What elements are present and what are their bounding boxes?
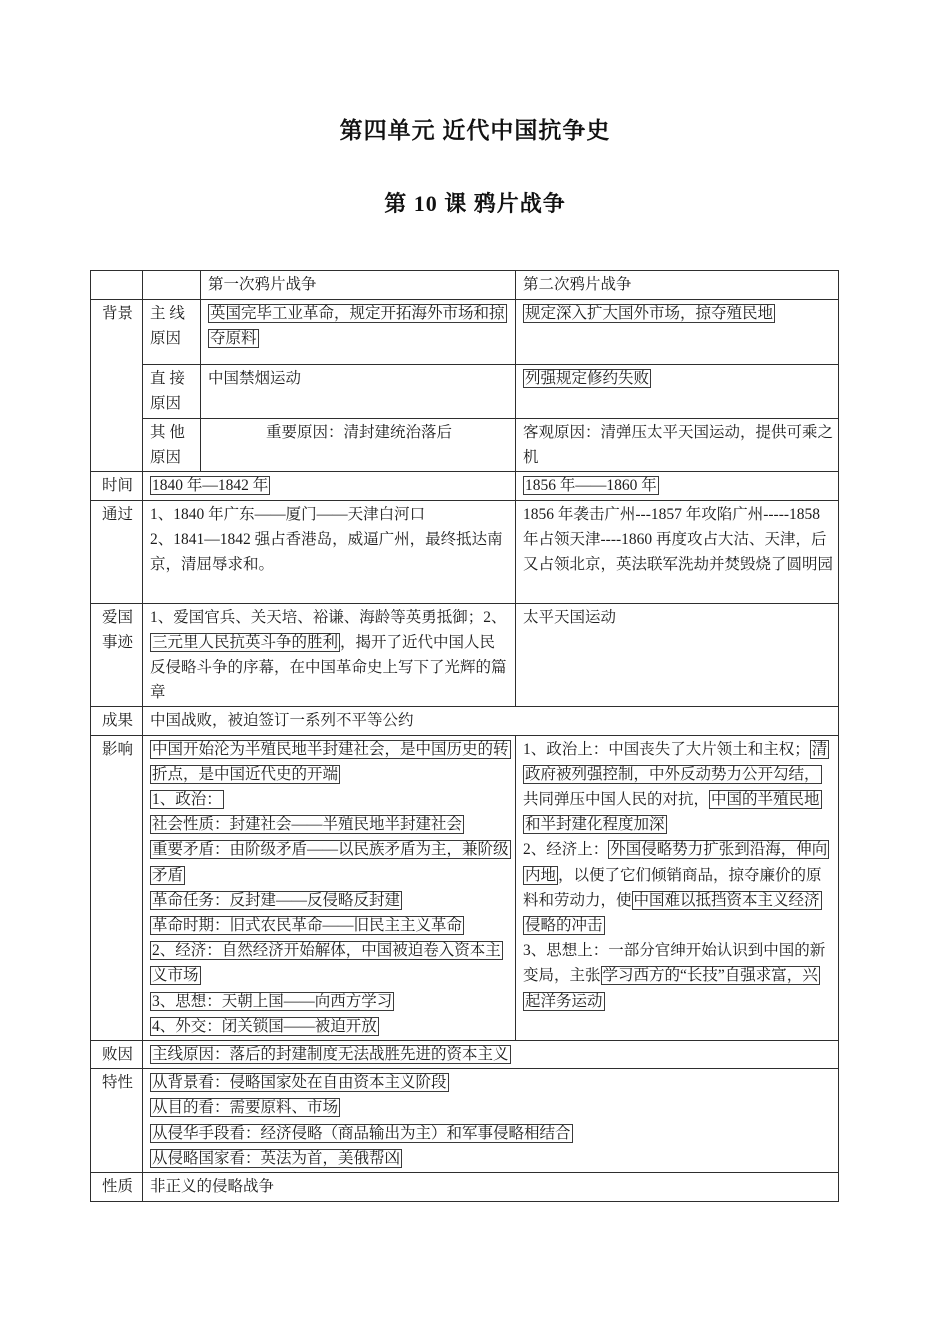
header-first-war: 第一次鸦片战争 — [201, 271, 516, 300]
row-nature — [91, 1173, 839, 1202]
row-process — [91, 500, 839, 603]
cell-main-cause-second-war — [516, 300, 839, 365]
text-segment: 其 他 — [150, 424, 185, 441]
boxed-text-segment: 从侵略国家看：英法为首，美俄帮凶 — [152, 1149, 401, 1167]
boxed-text-segment: 4、外交：闭关锁国——被迫开放 — [152, 1017, 377, 1035]
text-segment: 1、政治上：中国丧失了大片领土和主权； — [523, 740, 810, 758]
boxed-text-segment: 2、经济：自然经济开始解体，中国被迫卷入资本主义市场 — [152, 942, 501, 985]
text-segment: 1、爱国官兵、关天培、裕谦、海龄等英勇抵御；2、 — [150, 608, 507, 626]
row-defeat-reason — [91, 1041, 839, 1069]
boxed-text-segment: 3、思想：天朝上国——向西方学习 — [152, 992, 393, 1010]
row-background-main-cause — [91, 300, 839, 365]
row-impact — [91, 735, 839, 1040]
cell-nature — [143, 1173, 839, 1202]
text-segment: 非正义的侵略战争 — [150, 1178, 275, 1196]
cell-other-cause-second-war — [516, 419, 839, 472]
boxed-text-segment: 中国难以抵挡资本主义经济侵略的冲击 — [525, 891, 820, 935]
row-patriotic-deeds — [91, 603, 839, 707]
boxed-text-segment: 列强规定修约失败 — [525, 370, 650, 387]
text-segment: 3、思想上：一部分官绅开始认识到中国的新变局，主张 — [523, 942, 826, 985]
boxed-text-segment: 外国侵略势力扩张到沿海，伸向内地 — [525, 841, 828, 884]
sublabel-direct-cause — [143, 365, 201, 419]
cell-traits — [143, 1069, 839, 1173]
boxed-text-segment: 社会性质：封建社会——半殖民地半封建社会 — [152, 816, 463, 834]
boxed-text-segment: 革命任务：反封建——反侵略反封建 — [152, 891, 401, 909]
boxed-text-segment: 中国的半殖民地和半封建化程度加深 — [525, 791, 820, 834]
cell-result — [143, 707, 839, 735]
row-label-background: 背景 — [91, 300, 143, 472]
row-background-direct-cause — [91, 365, 839, 419]
boxed-text-segment: 1、政治： — [152, 791, 222, 809]
header-empty-subcell — [143, 271, 201, 300]
cell-defeat-reason — [143, 1041, 839, 1069]
table-header-row — [91, 271, 839, 300]
text-segment: 主 线 — [150, 305, 185, 322]
cell-process-first-war — [143, 500, 516, 603]
boxed-text-segment: 学习西方的“长技”自强求富，兴起洋务运动 — [525, 967, 818, 1010]
cell-impact-second-war — [516, 735, 839, 1040]
boxed-text-segment: 中国开始沦为半殖民地半封建社会，是中国历史的转折点，是中国近代史的开端 — [152, 740, 509, 783]
cell-process-second-war — [516, 500, 839, 603]
text-segment: 1、1840 年广东——厦门——天津白河口 — [150, 505, 426, 523]
cell-other-cause-first-war — [201, 419, 516, 472]
row-label-impact: 影响 — [91, 735, 143, 1040]
cell-time-first-war — [143, 472, 516, 500]
text-segment: 重要原因：清封建统治落后 — [265, 424, 452, 441]
text-segment: 2、经济上： — [523, 841, 609, 859]
boxed-text-segment: 重要矛盾：由阶级矛盾——以民族矛盾为主，兼阶级矛盾 — [152, 841, 509, 884]
lesson-title: 第 10 课 鸦片战争 — [384, 191, 566, 216]
row-label-time: 时间 — [91, 472, 143, 500]
cell-patriotic-first-war — [143, 603, 516, 707]
row-result — [91, 707, 839, 735]
boxed-text-segment: 从侵华手段看：经济侵略（商品输出为主）和军事侵略相结合 — [152, 1124, 571, 1142]
row-label-result: 成果 — [91, 707, 143, 735]
boxed-text-segment: 从目的看：需要原料、市场 — [152, 1099, 339, 1117]
row-background-other-cause — [91, 419, 839, 472]
boxed-text-segment: 规定深入扩大国外市场，掠夺殖民地 — [525, 305, 774, 322]
boxed-text-segment: 从背景看：侵略国家处在自由资本主义阶段 — [152, 1074, 447, 1092]
text-segment: 太平天国运动 — [523, 608, 617, 626]
boxed-text-segment: 1840 年—1842 年 — [152, 477, 269, 495]
text-segment: 共同弹压中国人民的对抗， — [523, 791, 710, 809]
row-label-patriotic-deeds: 爱国事迹 — [91, 603, 143, 707]
header-second-war: 第二次鸦片战争 — [516, 271, 839, 300]
text-segment: 客观原因：清弹压太平天国运动，提供可乘之机 — [523, 424, 834, 467]
text-segment: 原因 — [150, 330, 182, 348]
row-time — [91, 472, 839, 500]
text-segment: 原因 — [150, 395, 182, 413]
row-traits — [91, 1069, 839, 1173]
text-segment: 1856 年袭击广州---1857 年攻陷广州-----1858 年占领天津----1860 再度攻占大沽、天津，后又占领北京，英法联军洗劫并焚毁烧了圆明园 — [523, 505, 834, 574]
row-label-process: 通过 — [91, 500, 143, 603]
row-label-traits: 特性 — [91, 1069, 143, 1173]
cell-impact-first-war — [143, 735, 516, 1040]
row-label-nature: 性质 — [91, 1173, 143, 1202]
text-segment: 2、1841—1842 强占香港岛，威逼广州，最终抵达南京，清屈辱求和。 — [150, 530, 503, 574]
boxed-text-segment: 英国完毕工业革命，规定开拓海外市场和掠夺原料 — [210, 305, 505, 348]
boxed-text-segment: 1856 年——1860 年 — [525, 477, 657, 495]
boxed-text-segment: 革命时期：旧式农民革命——旧民主主义革命 — [152, 917, 463, 935]
text-segment: 中国战败，被迫签订一系列不平等公约 — [150, 712, 414, 730]
cell-direct-cause-second-war — [516, 365, 839, 419]
boxed-text-segment: 清政府被列强控制，中外反动势力公开勾结， — [525, 740, 828, 783]
cell-direct-cause-first-war — [201, 365, 516, 419]
text-segment: 中国禁烟运动 — [208, 370, 302, 387]
row-label-defeat-reason: 败因 — [91, 1041, 143, 1069]
boxed-text-segment: 三元里人民抗英斗争的胜利 — [152, 633, 339, 651]
header-empty-cell — [91, 271, 143, 300]
cell-time-second-war — [516, 472, 839, 500]
cell-main-cause-first-war — [201, 300, 516, 365]
text-segment: ，以便了它们倾销商品，掠夺廉价的原料和劳动力，使 — [523, 866, 822, 909]
sublabel-main-cause — [143, 300, 201, 365]
boxed-text-segment: 主线原因：落后的封建制度无法战胜先进的资本主义 — [152, 1046, 509, 1064]
text-segment: 原因 — [150, 449, 182, 467]
opium-wars-comparison-table — [90, 270, 839, 1202]
unit-title: 第四单元 近代中国抗争史 — [339, 118, 611, 143]
text-segment: 直 接 — [150, 370, 185, 387]
sublabel-other-cause — [143, 419, 201, 472]
text-segment: ，揭开了近代中国人民反侵略斗争的序幕，在中国革命史上写下了光辉的篇章 — [150, 633, 507, 702]
cell-patriotic-second-war — [516, 603, 839, 707]
